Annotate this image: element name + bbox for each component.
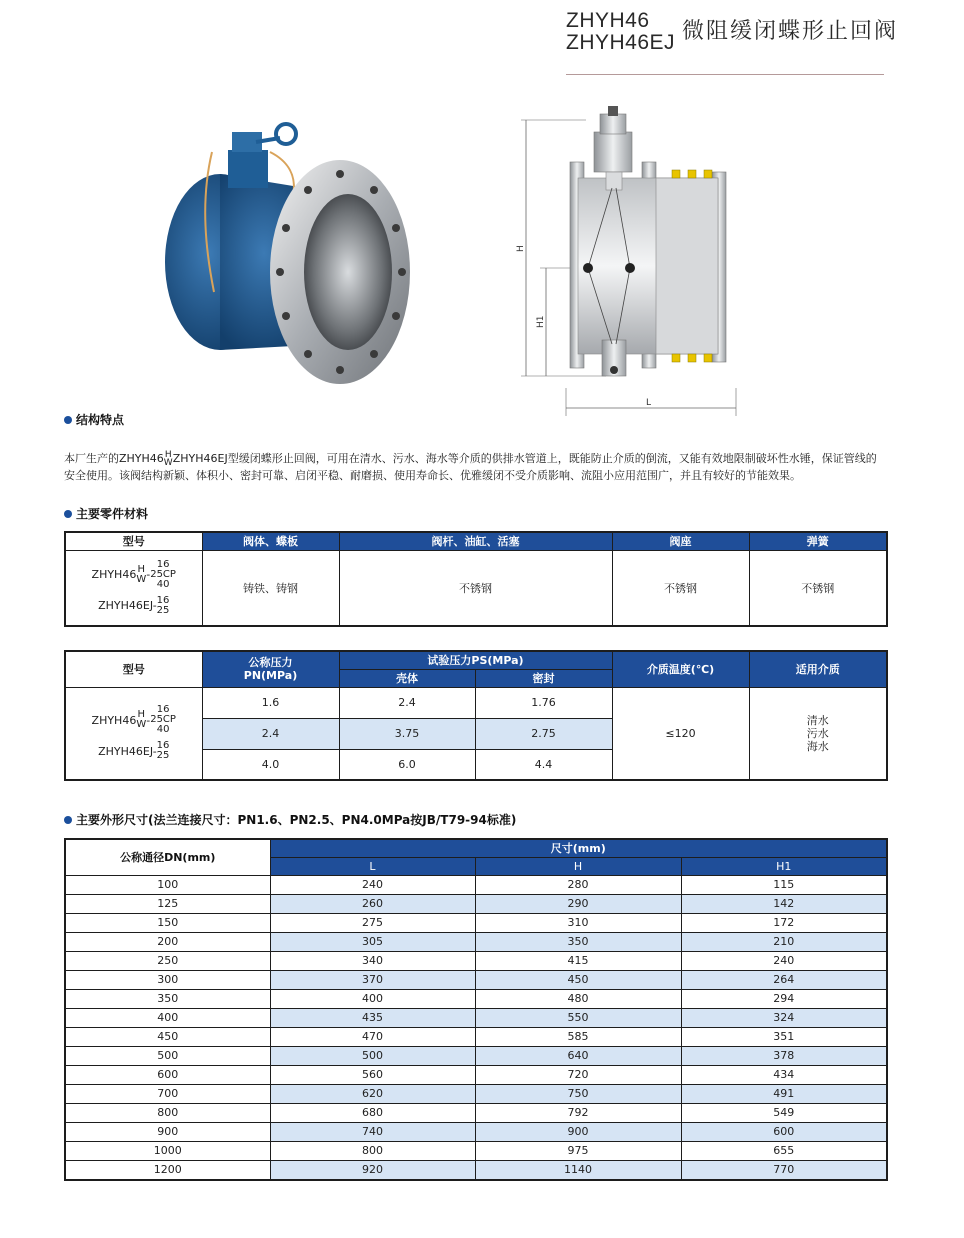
dn-cell: 1200 [65, 1160, 270, 1180]
table-row [65, 1008, 887, 1027]
dn-cell: 700 [65, 1084, 270, 1103]
model-2: ZHYH46EJ- 16 25 [98, 594, 170, 616]
dn-cell: 800 [65, 1103, 270, 1122]
seal-value: 2.75 [475, 718, 612, 749]
pn-value: 4.0 [202, 749, 339, 780]
material-seat: 不锈钢 [612, 550, 749, 626]
dn-cell: 250 [65, 951, 270, 970]
h-cell: 480 [475, 989, 681, 1008]
h-cell: 350 [475, 932, 681, 951]
dn-cell: 500 [65, 1046, 270, 1065]
table-row [65, 913, 887, 932]
shell-value: 2.4 [339, 687, 475, 718]
materials-table [64, 531, 888, 627]
valve-section-drawing [516, 104, 746, 420]
model-1: ZHYH46 H W - 16 25CP 40 [91, 558, 176, 590]
h-cell: 975 [475, 1141, 681, 1160]
hw-stack: H W [163, 450, 173, 468]
dn-cell: 1000 [65, 1141, 270, 1160]
h1-cell: 434 [681, 1065, 887, 1084]
h1-cell: 264 [681, 970, 887, 989]
h1-cell: 294 [681, 989, 887, 1008]
pn-value: 2.4 [202, 718, 339, 749]
p-col-shell: 壳体 [339, 669, 475, 687]
dn-cell: 400 [65, 1008, 270, 1027]
l-cell: 305 [270, 932, 475, 951]
l-cell: 740 [270, 1122, 475, 1141]
p-model-cell [65, 687, 202, 780]
temp-value: ≤120 [612, 687, 749, 780]
p-col-model: 型号 [65, 651, 202, 687]
l-cell: 340 [270, 951, 475, 970]
table-row [65, 1084, 887, 1103]
p-col-ps: 试验压力PS(MPa) [339, 651, 612, 669]
h1-cell: 115 [681, 875, 887, 894]
pressure-table [64, 650, 888, 781]
seal-value: 1.76 [475, 687, 612, 718]
table-row [65, 1122, 887, 1141]
bullet-icon [64, 816, 72, 824]
dn-cell: 450 [65, 1027, 270, 1046]
l-cell: 400 [270, 989, 475, 1008]
l-cell: 800 [270, 1141, 475, 1160]
features-paragraph: 本厂生产的ZHYH46 H W ZHYH46EJ型缓闭蝶形止回阀，可用在清水、污水、海水等介质的供排水管道上，既能防止介质的倒流，又能有效地限制破坏性水锤，保证管线的安全使用。该阀结构新颖、体积小、密封可靠、启闭平稳、耐磨损、使用寿命长、优雅缓闭不受介质影响、流阻小应用范围广，并且有较好的节能效果。 [64, 450, 877, 482]
h-cell: 415 [475, 951, 681, 970]
valve-photo [160, 112, 412, 392]
media-value: 清水 污水 海水 [749, 687, 887, 780]
section-dims-title: 主要外形尺寸(法兰连接尺寸：PN1.6、PN2.5、PN4.0MPa按JB/T79-94标准) [64, 811, 516, 828]
d-col-l: L [270, 857, 475, 875]
h1-cell: 378 [681, 1046, 887, 1065]
table-row [65, 1046, 887, 1065]
dimensions-table [64, 838, 888, 1181]
p-col-pn: 公称压力 PN(MPa) [202, 651, 339, 687]
d-col-dn: 公称通径DN(mm) [65, 839, 270, 875]
h1-cell: 770 [681, 1160, 887, 1180]
model-1: ZHYH46 H W - 16 25CP 40 [91, 704, 176, 736]
table-row [65, 894, 887, 913]
dim-label-h1: H1 [536, 315, 546, 328]
dn-cell: 900 [65, 1122, 270, 1141]
p-col-temp: 介质温度(℃) [612, 651, 749, 687]
h-cell: 792 [475, 1103, 681, 1122]
l-cell: 920 [270, 1160, 475, 1180]
col-spring: 弹簧 [749, 532, 887, 550]
table-row [65, 989, 887, 1008]
h1-cell: 491 [681, 1084, 887, 1103]
l-cell: 620 [270, 1084, 475, 1103]
l-cell: 260 [270, 894, 475, 913]
pn-value: 1.6 [202, 687, 339, 718]
h-cell: 720 [475, 1065, 681, 1084]
table-row [65, 951, 887, 970]
h-cell: 900 [475, 1122, 681, 1141]
dn-cell: 200 [65, 932, 270, 951]
table-row [65, 932, 887, 951]
h1-cell: 655 [681, 1141, 887, 1160]
l-cell: 560 [270, 1065, 475, 1084]
table-row [65, 1065, 887, 1084]
h1-cell: 172 [681, 913, 887, 932]
dn-cell: 600 [65, 1065, 270, 1084]
h-cell: 310 [475, 913, 681, 932]
section-materials-title: 主要零件材料 [64, 505, 148, 522]
material-stem: 不锈钢 [339, 550, 612, 626]
l-cell: 435 [270, 1008, 475, 1027]
l-cell: 470 [270, 1027, 475, 1046]
h-cell: 1140 [475, 1160, 681, 1180]
col-body: 阀体、蝶板 [202, 532, 339, 550]
col-stem: 阀杆、油缸、活塞 [339, 532, 612, 550]
h-cell: 280 [475, 875, 681, 894]
h1-cell: 142 [681, 894, 887, 913]
dim-label-h: H [516, 245, 526, 252]
table-row [65, 1027, 887, 1046]
header-rule [566, 74, 884, 75]
l-cell: 370 [270, 970, 475, 989]
bullet-icon [64, 416, 72, 424]
dn-cell: 300 [65, 970, 270, 989]
h-cell: 450 [475, 970, 681, 989]
dn-cell: 100 [65, 875, 270, 894]
l-cell: 275 [270, 913, 475, 932]
seal-value: 4.4 [475, 749, 612, 780]
model-code-2: ZHYH46EJ [566, 31, 676, 54]
d-col-h: H [475, 857, 681, 875]
shell-value: 6.0 [339, 749, 475, 780]
dim-label-l: L [646, 398, 652, 408]
table-row [65, 1160, 887, 1180]
model-2: ZHYH46EJ- 16 25 [98, 740, 170, 762]
h-cell: 640 [475, 1046, 681, 1065]
dn-cell: 150 [65, 913, 270, 932]
bullet-icon [64, 510, 72, 518]
h1-cell: 351 [681, 1027, 887, 1046]
h1-cell: 240 [681, 951, 887, 970]
h-cell: 585 [475, 1027, 681, 1046]
model-code-1: ZHYH46 [566, 9, 650, 32]
shell-value: 3.75 [339, 718, 475, 749]
material-body: 铸铁、铸钢 [202, 550, 339, 626]
dn-cell: 125 [65, 894, 270, 913]
table-row [65, 970, 887, 989]
col-model: 型号 [65, 532, 202, 550]
table-row [65, 1141, 887, 1160]
d-col-h1: H1 [681, 857, 887, 875]
h1-cell: 324 [681, 1008, 887, 1027]
h-cell: 290 [475, 894, 681, 913]
d-col-size: 尺寸(mm) [270, 839, 887, 857]
h1-cell: 600 [681, 1122, 887, 1141]
col-seat: 阀座 [612, 532, 749, 550]
h-cell: 550 [475, 1008, 681, 1027]
table-row [65, 1103, 887, 1122]
p-col-seal: 密封 [475, 669, 612, 687]
model-cell [65, 550, 202, 626]
dn-cell: 350 [65, 989, 270, 1008]
product-name: 微阻缓闭蝶形止回阀 [682, 19, 899, 44]
table-row [65, 875, 887, 894]
l-cell: 500 [270, 1046, 475, 1065]
h-cell: 750 [475, 1084, 681, 1103]
section-features-title: 结构特点 [64, 411, 124, 428]
l-cell: 680 [270, 1103, 475, 1122]
h1-cell: 210 [681, 932, 887, 951]
p-col-media: 适用介质 [749, 651, 887, 687]
h1-cell: 549 [681, 1103, 887, 1122]
material-spring: 不锈钢 [749, 550, 887, 626]
l-cell: 240 [270, 875, 475, 894]
